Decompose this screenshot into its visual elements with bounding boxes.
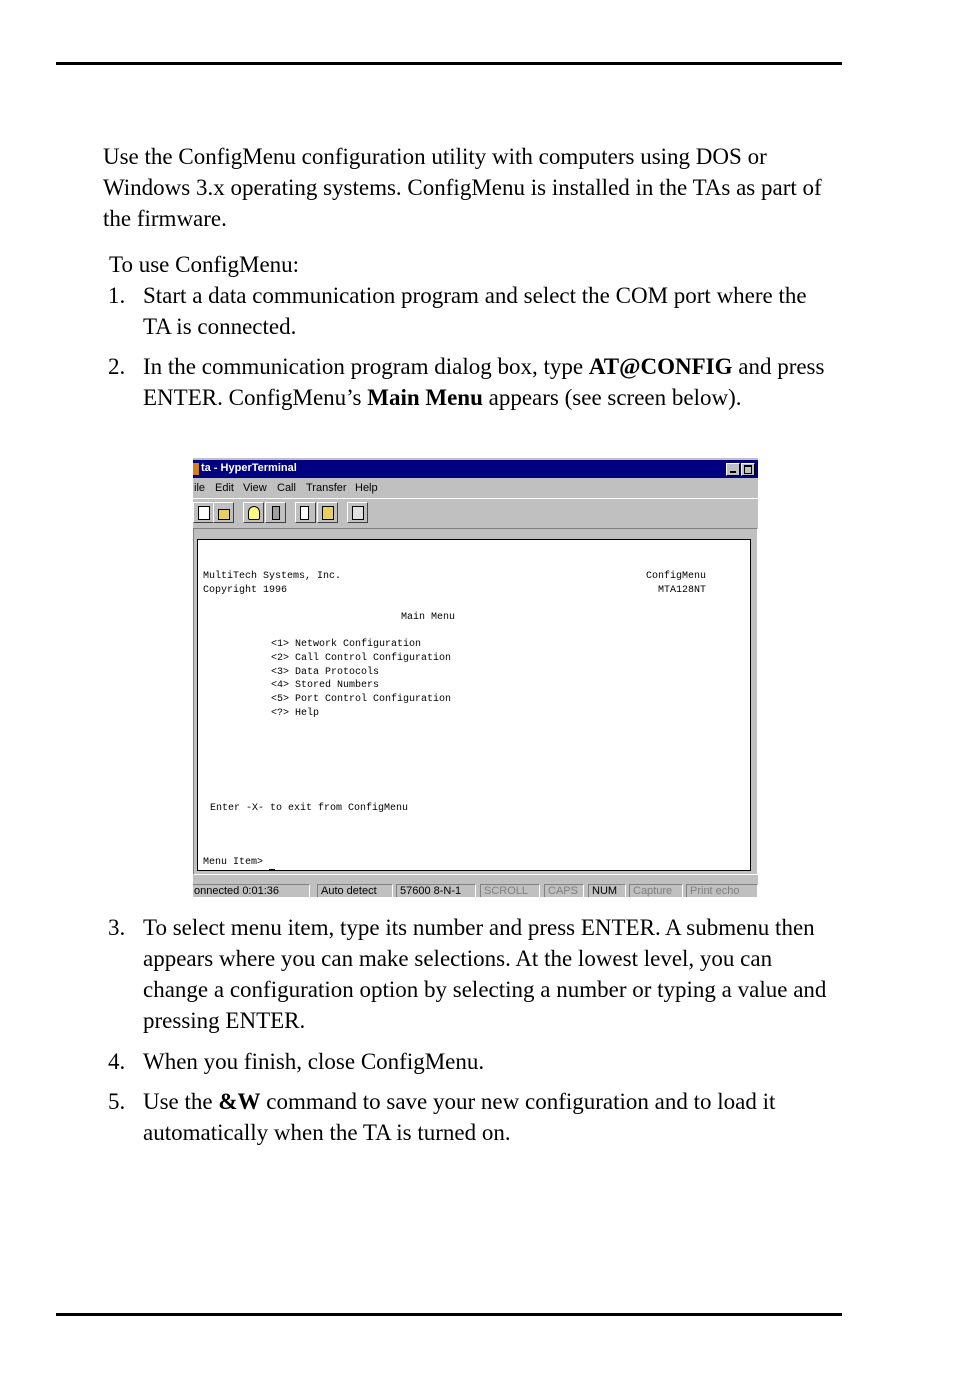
window-title: ta - HyperTerminal <box>201 462 297 474</box>
step-text: To select menu item, type its number and press ENTER. A submenu then appears where you can make selections. At the lowest level, you can change a configuration option by selecting a number or typing a value and pressing ENTER. <box>143 915 827 1033</box>
menu-bar <box>193 481 758 497</box>
model-number: MTA128NT <box>658 585 707 596</box>
step-number: 2. <box>108 354 126 379</box>
menu-call[interactable]: Call <box>277 482 296 494</box>
status-scroll: SCROLL <box>480 884 540 897</box>
menu-transfer[interactable]: Transfer <box>306 482 347 494</box>
step-number: 5. <box>108 1089 126 1114</box>
step-text: Start a data communication program and select the COM port where the TA is connected. <box>143 283 807 339</box>
intro-paragraph: Use the ConfigMenu configuration utility with computers using DOS or Windows 3.x operating systems. ConfigMenu is installed in the TAs as part of the firmware. <box>103 144 822 231</box>
menu-item-1: <1> Network Configuration <box>271 639 422 650</box>
copyright-line: Copyright 1996 <box>203 585 288 596</box>
product-name: ConfigMenu <box>646 571 707 582</box>
terminal-screen[interactable] <box>197 539 751 871</box>
step-text: In the communication program dialog box, type AT@CONFIG and press ENTER. ConfigMenu’s Main Menu appears (see screen below). <box>143 354 825 410</box>
menu-view[interactable]: View <box>243 482 267 494</box>
menu-edit[interactable]: Edit <box>215 482 234 494</box>
window-titlebar <box>193 460 758 478</box>
command-and-w: &W <box>218 1089 261 1114</box>
procedure-lead: To use ConfigMenu: <box>109 252 300 277</box>
bottom-rule <box>56 1313 842 1316</box>
minimize-button[interactable] <box>726 463 740 476</box>
menu-help[interactable]: Help <box>355 482 378 494</box>
step-number: 3. <box>108 915 126 940</box>
terminal-frame <box>193 528 758 875</box>
status-num: NUM <box>588 884 626 897</box>
step-number: 4. <box>108 1049 126 1074</box>
menu-item-2: <2> Call Control Configuration <box>271 653 452 664</box>
menu-item-5: <5> Port Control Configuration <box>271 694 452 705</box>
hyperterminal-app-icon <box>193 463 199 475</box>
menu-item-3: <3> Data Protocols <box>271 667 380 678</box>
toolbar <box>193 498 758 527</box>
step-number: 1. <box>108 283 126 308</box>
exit-hint: Enter -X- to exit from ConfigMenu <box>210 803 409 814</box>
status-bar <box>193 883 758 897</box>
status-capture: Capture <box>629 884 683 897</box>
step-text: When you finish, close ConfigMenu. <box>143 1049 485 1074</box>
menu-file[interactable]: ile <box>194 482 206 494</box>
open-folder-icon[interactable] <box>213 502 234 523</box>
main-menu-term: Main Menu <box>367 385 483 410</box>
receive-file-icon[interactable] <box>317 502 338 523</box>
status-settings: 57600 8-N-1 <box>396 884 476 897</box>
text-cursor <box>269 859 275 870</box>
status-caps: CAPS <box>544 884 584 897</box>
status-print-echo: Print echo <box>686 884 758 897</box>
status-connected: onnected 0:01:36 <box>193 884 310 897</box>
new-document-icon[interactable] <box>193 502 214 523</box>
send-file-icon[interactable] <box>295 502 316 523</box>
maximize-button[interactable] <box>741 463 755 476</box>
hang-up-icon[interactable] <box>265 502 286 523</box>
status-detect: Auto detect <box>317 884 393 897</box>
dial-phone-icon[interactable] <box>243 502 264 523</box>
top-rule <box>56 62 842 65</box>
step-text: Use the &W command to save your new configuration and to load it automatically when the TA is turned on. <box>143 1089 776 1145</box>
company-name: MultiTech Systems, Inc. <box>203 571 342 582</box>
properties-icon[interactable] <box>347 502 368 523</box>
command-at-config: AT@CONFIG <box>588 354 733 379</box>
menu-item-4: <4> Stored Numbers <box>271 680 380 691</box>
menu-item-help: <?> Help <box>271 708 320 719</box>
hyperterminal-screenshot <box>193 458 758 897</box>
menu-prompt: Menu Item> <box>203 856 275 870</box>
menu-heading: Main Menu <box>401 612 456 623</box>
